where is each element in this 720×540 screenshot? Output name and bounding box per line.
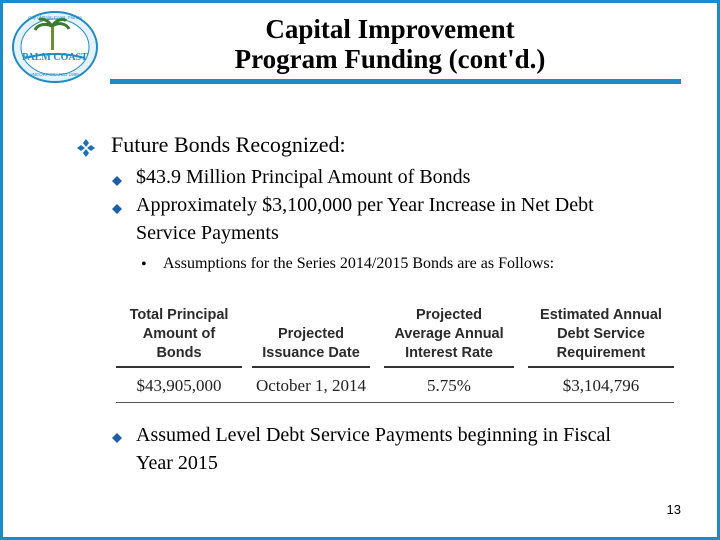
diamond-bullet-icon xyxy=(112,204,122,214)
bullet-line: Assumed Level Debt Service Payments beginning in Fiscal xyxy=(136,424,611,446)
table-header-issuance-date: Projected Issuance Date xyxy=(262,326,360,361)
bullet-principal-amount: $43.9 Million Principal Amount of Bonds xyxy=(136,166,471,188)
title-line-2: Program Funding (cont'd.) xyxy=(234,44,546,74)
bullet-future-bonds: Future Bonds Recognized: xyxy=(111,132,346,157)
bullet-line: Approximately $3,100,000 per Year Increase in Net Debt xyxy=(136,194,594,216)
diamond-bullet-icon xyxy=(112,433,122,443)
table-bottom-rule xyxy=(116,402,674,403)
table-header-principal: Total Principal Amount of Bonds xyxy=(129,307,229,361)
title-line-1: Capital Improvement xyxy=(265,14,515,44)
table-header-rule xyxy=(116,366,242,368)
table-header-debt-service: Estimated Annual Debt Service Requirement xyxy=(540,307,662,361)
table-header-rule xyxy=(252,366,370,368)
page-number: 13 xyxy=(666,502,681,517)
table-header-rule xyxy=(528,366,674,368)
table-cell-interest-rate: 5.75% xyxy=(427,376,471,395)
table-cell-debt-service: $3,104,796 xyxy=(562,376,640,395)
table-cell-issuance-date: October 1, 2014 xyxy=(255,376,366,395)
svg-text:PALM COAST: PALM COAST xyxy=(22,52,88,63)
city-seal-logo xyxy=(11,10,99,84)
bullet-level-debt-service xyxy=(136,421,611,477)
svg-text:INCORPORATED 1999: INCORPORATED 1999 xyxy=(31,72,79,77)
bullet-debt-service-increase xyxy=(136,191,594,247)
bullet-line: Service Payments xyxy=(136,222,279,244)
bullet-assumptions: Assumptions for the Series 2014/2015 Bonds are as Follows: xyxy=(163,255,555,272)
diamond-bullet-icon xyxy=(112,176,122,186)
title-underline xyxy=(110,79,681,84)
table-header-rule xyxy=(384,366,514,368)
table-cell-principal: $43,905,000 xyxy=(136,376,222,395)
svg-text:City of Palm Coast, Florida: City of Palm Coast, Florida xyxy=(28,15,82,20)
round-dot-bullet-icon: • xyxy=(141,256,147,273)
bullet-line: Year 2015 xyxy=(136,452,218,474)
table-header-interest-rate: Projected Average Annual Interest Rate xyxy=(394,307,504,361)
diamond-cluster-bullet-icon xyxy=(76,138,96,158)
slide-title xyxy=(120,14,660,74)
